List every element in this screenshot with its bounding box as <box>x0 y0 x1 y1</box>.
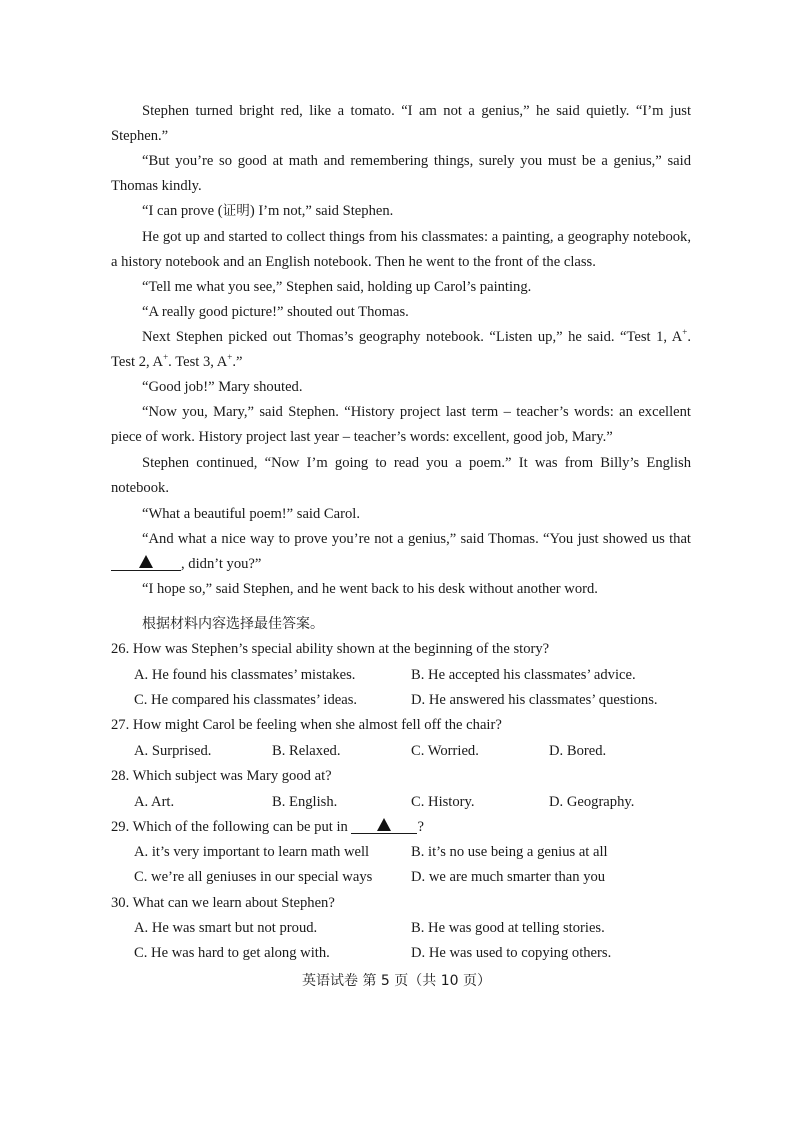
option-b[interactable]: B. He accepted his classmates’ advice. <box>411 667 636 683</box>
option-a[interactable]: A. Surprised. <box>134 743 212 759</box>
option-b[interactable]: B. English. <box>272 794 338 810</box>
option-d[interactable]: D. Bored. <box>549 743 607 759</box>
question-stem: 30. What can we learn about Stephen? <box>111 895 335 911</box>
option-c[interactable]: C. History. <box>411 794 475 810</box>
option-c[interactable]: C. He compared his classmates’ ideas. <box>134 692 358 708</box>
passage-paragraph: “Tell me what you see,” Stephen said, holding up Carol’s painting. <box>142 279 532 295</box>
option-c[interactable]: C. we’re all geniuses in our special ways <box>134 869 373 885</box>
option-b[interactable]: B. Relaxed. <box>272 743 341 759</box>
question-stem: 28. Which subject was Mary good at? <box>111 768 332 784</box>
answer-blank <box>351 817 417 834</box>
triangle-icon <box>139 555 153 568</box>
page-footer: 英语试卷 第 5 页（共 10 页） <box>302 973 491 989</box>
triangle-icon <box>377 818 391 831</box>
passage-paragraph: “But you’re so good at math and remembering things, surely you must be a genius,” said Thomas kindly. <box>111 153 691 195</box>
option-a[interactable]: A. it’s very important to learn math well <box>134 844 370 860</box>
option-a[interactable]: A. He found his classmates’ mistakes. <box>134 667 356 683</box>
passage-paragraph: “Now you, Mary,” said Stephen. “History project last term – teacher’s words: an excellent piece of work. History project last year – teacher’s words: excellent, good job, Mary.” <box>111 404 691 446</box>
option-b[interactable]: B. it’s no use being a genius at all <box>411 844 608 860</box>
option-c[interactable]: C. Worried. <box>411 743 479 759</box>
passage-paragraph: Stephen continued, “Now I’m going to read you a poem.” It was from Billy’s English notebook. <box>111 455 691 497</box>
option-d[interactable]: D. we are much smarter than you <box>411 869 606 885</box>
passage-paragraph: Next Stephen picked out Thomas’s geography notebook. “Listen up,” he said. “Test 1, A+. Test 2, A+. Test 3, A+.” <box>111 327 691 371</box>
passage-paragraph: “Good job!” Mary shouted. <box>142 379 303 395</box>
question-stem: 26. How was Stephen’s special ability shown at the beginning of the story? <box>111 641 550 657</box>
passage-paragraph: “I can prove (证明) I’m not,” said Stephen. <box>142 203 394 219</box>
answer-blank <box>111 554 181 571</box>
question-stem: 29. Which of the following can be put in ? <box>111 819 424 835</box>
question-stem: 27. How might Carol be feeling when she almost fell off the chair? <box>111 717 502 733</box>
instruction: 根据材料内容选择最佳答案。 <box>142 616 324 632</box>
passage-paragraph: Stephen turned bright red, like a tomato. “I am not a genius,” he said quietly. “I’m just Stephen.” <box>111 103 691 145</box>
option-d[interactable]: D. Geography. <box>549 794 635 810</box>
passage-paragraph: “A really good picture!” shouted out Thomas. <box>142 304 409 320</box>
option-b[interactable]: B. He was good at telling stories. <box>411 920 605 936</box>
passage-paragraph: “I hope so,” said Stephen, and he went back to his desk without another word. <box>142 581 598 597</box>
option-d[interactable]: D. He answered his classmates’ questions. <box>411 692 658 708</box>
option-a[interactable]: A. He was smart but not proud. <box>134 920 318 936</box>
option-c[interactable]: C. He was hard to get along with. <box>134 945 330 961</box>
option-d[interactable]: D. He was used to copying others. <box>411 945 612 961</box>
passage-paragraph: He got up and started to collect things from his classmates: a painting, a geography notebook, a history notebook and an English notebook. Then he went to the front of the class. <box>111 229 691 271</box>
passage-paragraph: “What a beautiful poem!” said Carol. <box>142 506 361 522</box>
option-a[interactable]: A. Art. <box>134 794 175 810</box>
passage-paragraph: “And what a nice way to prove you’re not a genius,” said Thomas. “You just showed us that , didn’t you?” <box>111 527 691 578</box>
chinese-gloss: 证明 <box>222 203 250 219</box>
